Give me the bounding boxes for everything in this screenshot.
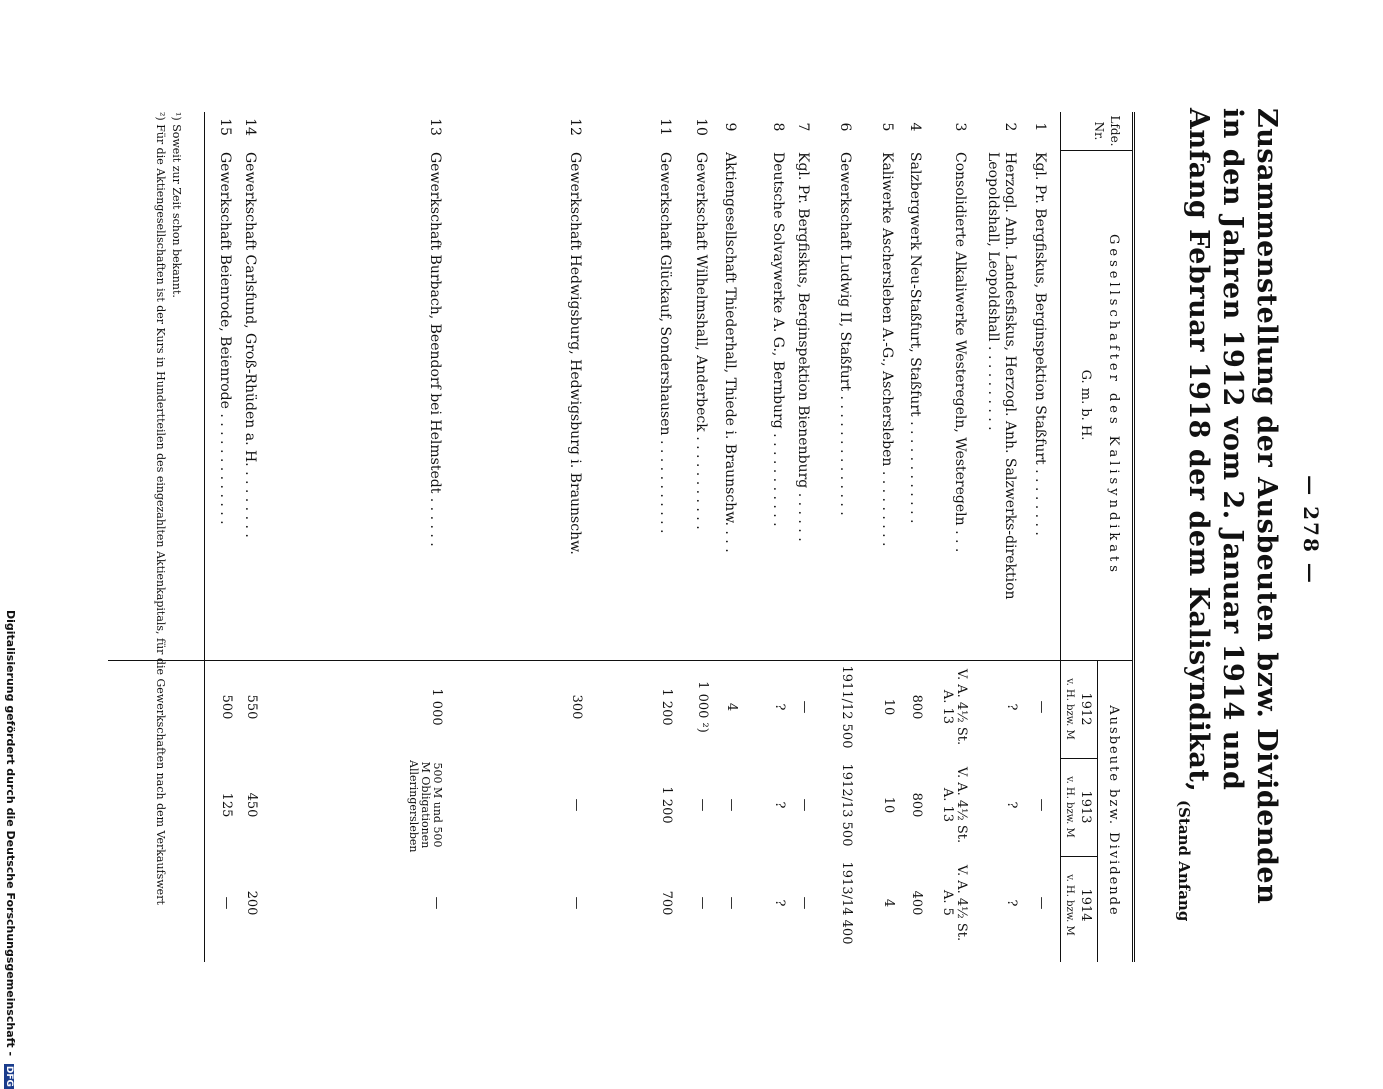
row-name: Salzbergwerk Neu-Staßfurt, Staßfurt . . . . . . . . . . . .: [907, 152, 923, 524]
row-value-1914: —: [569, 896, 584, 910]
table-row: [209, 112, 233, 962]
row-value-1913: ?: [772, 801, 787, 809]
row-value-1912: 300: [569, 694, 584, 720]
table-row: [714, 112, 738, 962]
row-value-1913: 800: [909, 792, 924, 818]
row-value-1912: ?: [772, 703, 787, 711]
row-name: Kgl. Pr. Bergfiskus, Berginspektion Staßfurt . . . . . . . .: [1032, 152, 1048, 536]
table-row: [649, 112, 673, 962]
row-nr: 13: [427, 118, 443, 136]
row-nr: 14: [242, 118, 258, 136]
header-nr: Lfde. Nr.: [1092, 115, 1122, 147]
row-nr: 4: [907, 122, 923, 132]
row-value-1913: 450: [244, 792, 259, 818]
row-nr: 7: [795, 122, 811, 132]
dfg-credit: [4, 610, 17, 1089]
table-row: [234, 112, 258, 962]
row-nr: 3: [952, 122, 968, 132]
row-value-1913: —: [724, 798, 739, 812]
row-name: Gewerkschaft Glückauf, Sondershausen . . . . . . . . . . .: [657, 152, 673, 534]
table-row: [932, 112, 968, 962]
row-value-1913: 1912/13 500: [839, 763, 854, 847]
row-value-1912: 550: [244, 694, 259, 720]
row-value-1914: 4: [881, 898, 896, 908]
header-unit: v. H. bzw. M: [1064, 776, 1075, 838]
row-nr: 9: [722, 122, 738, 132]
header-unit: v. H. bzw. M: [1064, 874, 1075, 936]
row-value-1914: V. A. 4½ St. A. 5: [940, 864, 969, 942]
row-value-1913: 500 M und 500 M Obligationen Alleringersleben: [407, 760, 444, 853]
row-value-1913: ?: [1004, 801, 1019, 809]
row-nr: 6: [837, 122, 853, 132]
row-name: Kgl. Pr. Bergfiskus, Berginspektion Bienenburg . . . . . .: [795, 152, 811, 542]
row-value-1913: V. A. 4½ St. A. 13: [940, 766, 969, 844]
row-name: Aktiengesellschaft Thiederhall, Thiede i. Braunschw. . . .: [722, 152, 738, 553]
row-value-1914: —: [797, 896, 812, 910]
dfg-logo: DFG: [4, 1065, 14, 1087]
row-value-1912: 1 200: [659, 688, 674, 726]
row-name: Gewerkschaft Beienrode, Beienrode . . . . . . . . . . . . .: [217, 152, 233, 525]
row-value-1914: —: [429, 896, 444, 910]
row-value-1914: —: [219, 896, 234, 910]
row-name: Consolidierte Alkaliwerke Westeregeln, Westeregeln . . .: [952, 152, 968, 553]
group-rule: [1097, 660, 1098, 962]
row-value-1914: ?: [1004, 899, 1019, 907]
row-value-1912: ?: [1004, 703, 1019, 711]
row-value-1914: 1913/14 400: [839, 861, 854, 945]
stand-note: (Stand Anfang: [1175, 800, 1193, 922]
table-row: [1024, 112, 1048, 962]
table-row: [978, 112, 1018, 962]
row-value-1912: —: [797, 700, 812, 714]
header-unit: v. H. bzw. M: [1064, 678, 1075, 740]
row-value-1914: —: [695, 896, 710, 910]
header-bottom-rule: [1060, 112, 1061, 962]
row-value-1914: 200: [244, 890, 259, 916]
row-value-1913: —: [1034, 798, 1049, 812]
table-row: [787, 112, 811, 962]
row-nr: 2: [1002, 122, 1018, 132]
row-value-1912: —: [1034, 700, 1049, 714]
row-nr: 12: [567, 118, 583, 136]
row-nr: 15: [217, 118, 233, 136]
row-nr: 8: [770, 122, 786, 132]
header-year: 1912: [1078, 692, 1093, 726]
header-year: 1913: [1078, 790, 1093, 824]
table-row: [762, 112, 786, 962]
row-nr: 11: [657, 118, 673, 136]
row-value-1912: V. A. 4½ St. A. 13: [940, 668, 969, 746]
table-top-rule: [1132, 112, 1135, 962]
row-name: Herzogl. Anh. Landesfiskus, Herzogl. Anh. Salzwerks-direktion Leopoldshall, Leopoldshall . . . . . . . . . .: [985, 152, 1018, 600]
row-value-1912: 800: [909, 694, 924, 720]
row-nr: 1: [1032, 122, 1048, 132]
row-value-1912: 1 000: [429, 688, 444, 726]
row-value-1913: —: [569, 798, 584, 812]
page-title: Zusammenstellung der Ausbeuten bzw. Dividenden in den Jahren 1912 vom 2. Januar 1914 und Anfang Februar 1918 der dem Kalisyndikat,: [1183, 108, 1282, 905]
dfg-credit-text: Digitalisierung gefördert durch die Deutsche Forschungsgemeinschaft -: [4, 610, 17, 1057]
row-value-1914: ?: [772, 899, 787, 907]
row-value-1913: 1 200: [659, 786, 674, 824]
header-year: 1914: [1078, 888, 1093, 922]
nr-divider: [1061, 150, 1133, 151]
row-value-1914: —: [724, 896, 739, 910]
row-value-1912: 1 000 ²): [695, 681, 710, 733]
row-value-1912: 4: [724, 702, 739, 712]
row-nr: 5: [879, 122, 895, 132]
header-name-sub: G. m. b. H.: [1078, 369, 1093, 441]
row-value-1912: 10: [881, 698, 896, 716]
row-name: Gewerkschaft Wilhelmshall, Anderbeck . . . . . . . . . . .: [693, 152, 709, 530]
row-value-1914: 400: [909, 890, 924, 916]
row-name: Gewerkschaft Burbach, Beendorf bei Helmstedt . . . . . .: [427, 152, 443, 547]
header-group: Ausbeute bzw. Dividende: [1106, 705, 1121, 917]
row-name: Gewerkschaft Ludwig II, Staßfurt . . . . . . . . . . . . . .: [837, 152, 853, 516]
row-value-1912: 1911/12 500: [839, 665, 854, 749]
page-number: — 278 —: [1299, 475, 1323, 585]
header-name: Gesellschafter des Kalisyndikats: [1106, 234, 1121, 576]
row-name: Gewerkschaft Carlsfund, Groß-Rhüden a. H. . . . . . . . .: [242, 152, 258, 538]
row-name: Gewerkschaft Hedwigsburg, Hedwigsburg i. Braunschw.: [567, 152, 583, 555]
row-value-1914: —: [1034, 896, 1049, 910]
footnote: ²) Für die Aktiengesellschaften ist der Kurs in Hundertteilen des eingezahlten Aktienkapitals, für die Gewerkschaften nach dem Verkaufswert: [154, 112, 167, 905]
row-value-1914: 700: [659, 890, 674, 916]
table-row: [899, 112, 923, 962]
table-row: [871, 112, 895, 962]
table-row: [383, 112, 443, 962]
table-row: [685, 112, 709, 962]
row-name: Deutsche Solvaywerke A. G., Bernburg . . . . . . . . . . .: [770, 152, 786, 527]
table-row: [559, 112, 583, 962]
row-value-1913: 10: [881, 796, 896, 814]
row-nr: 10: [693, 118, 709, 136]
footnote: ¹) Soweit zur Zeit schon bekannt.: [170, 112, 183, 298]
row-name: Kaliwerke Aschersleben A.-G., Aschersleben . . . . . . . . .: [879, 152, 895, 547]
table-row: [817, 112, 853, 962]
table-bottom-rule: [204, 112, 205, 962]
row-value-1913: —: [797, 798, 812, 812]
row-value-1913: 125: [219, 792, 234, 818]
row-value-1912: 500: [219, 694, 234, 720]
row-value-1913: —: [695, 798, 710, 812]
